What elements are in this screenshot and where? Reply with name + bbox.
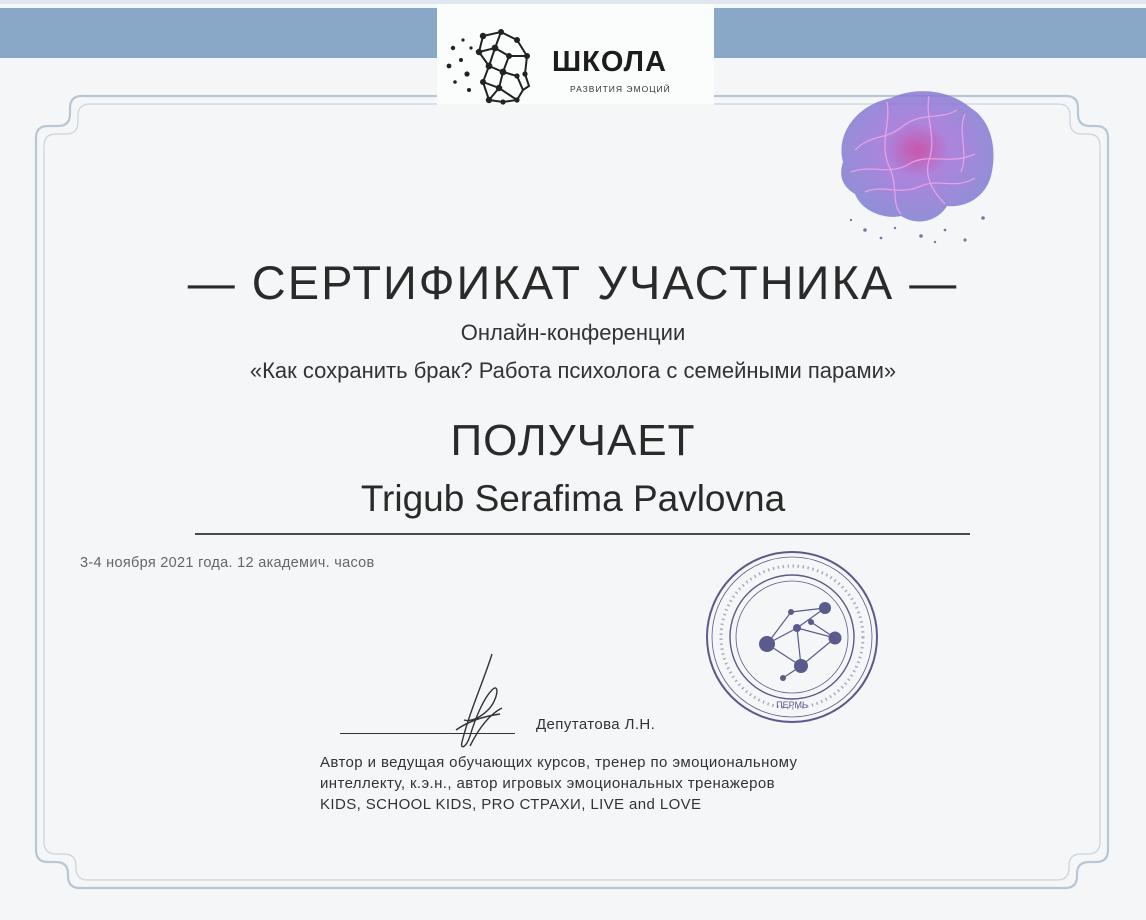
brain-network-icon <box>443 26 537 110</box>
signature <box>440 650 520 755</box>
date-hours: 3-4 ноября 2021 года. 12 академич. часов <box>80 555 375 571</box>
brain-illustration <box>825 80 1000 248</box>
signer-name: Депутатова Л.Н. <box>536 716 656 733</box>
receives-heading: ПОЛУЧАЕТ <box>450 416 696 465</box>
organization-stamp <box>703 548 881 726</box>
signer-bio-line: интеллекту, к.э.н., автор игровых эмоциональных тренажеров <box>320 775 775 792</box>
stamp-city: ПЕРМЬ <box>776 700 808 710</box>
event-name: «Как сохранить брак? Работа психолога с семейными парами» <box>249 358 897 383</box>
logo-subtitle: РАЗВИТИЯ ЭМОЦИЙ <box>570 84 671 94</box>
logo-title: ШКОЛА <box>552 46 667 78</box>
event-type: Онлайн-конференции <box>460 320 686 345</box>
signer-bio <box>320 752 1080 815</box>
certificate-title: — СЕРТИФИКАТ УЧАСТНИКА — <box>187 256 959 309</box>
header-band-right <box>714 8 1146 58</box>
signer-bio-line: Автор и ведущая обучающих курсов, тренер по эмоциональному <box>320 754 798 771</box>
header-band-left <box>0 8 437 58</box>
signer-bio-line: KIDS, SCHOOL KIDS, PRO СТРАХИ, LIVE and LOVE <box>320 796 702 813</box>
signature-line <box>340 733 515 734</box>
recipient-underline <box>195 533 970 535</box>
recipient-name: Trigub Serafima Pavlovna <box>360 478 786 519</box>
